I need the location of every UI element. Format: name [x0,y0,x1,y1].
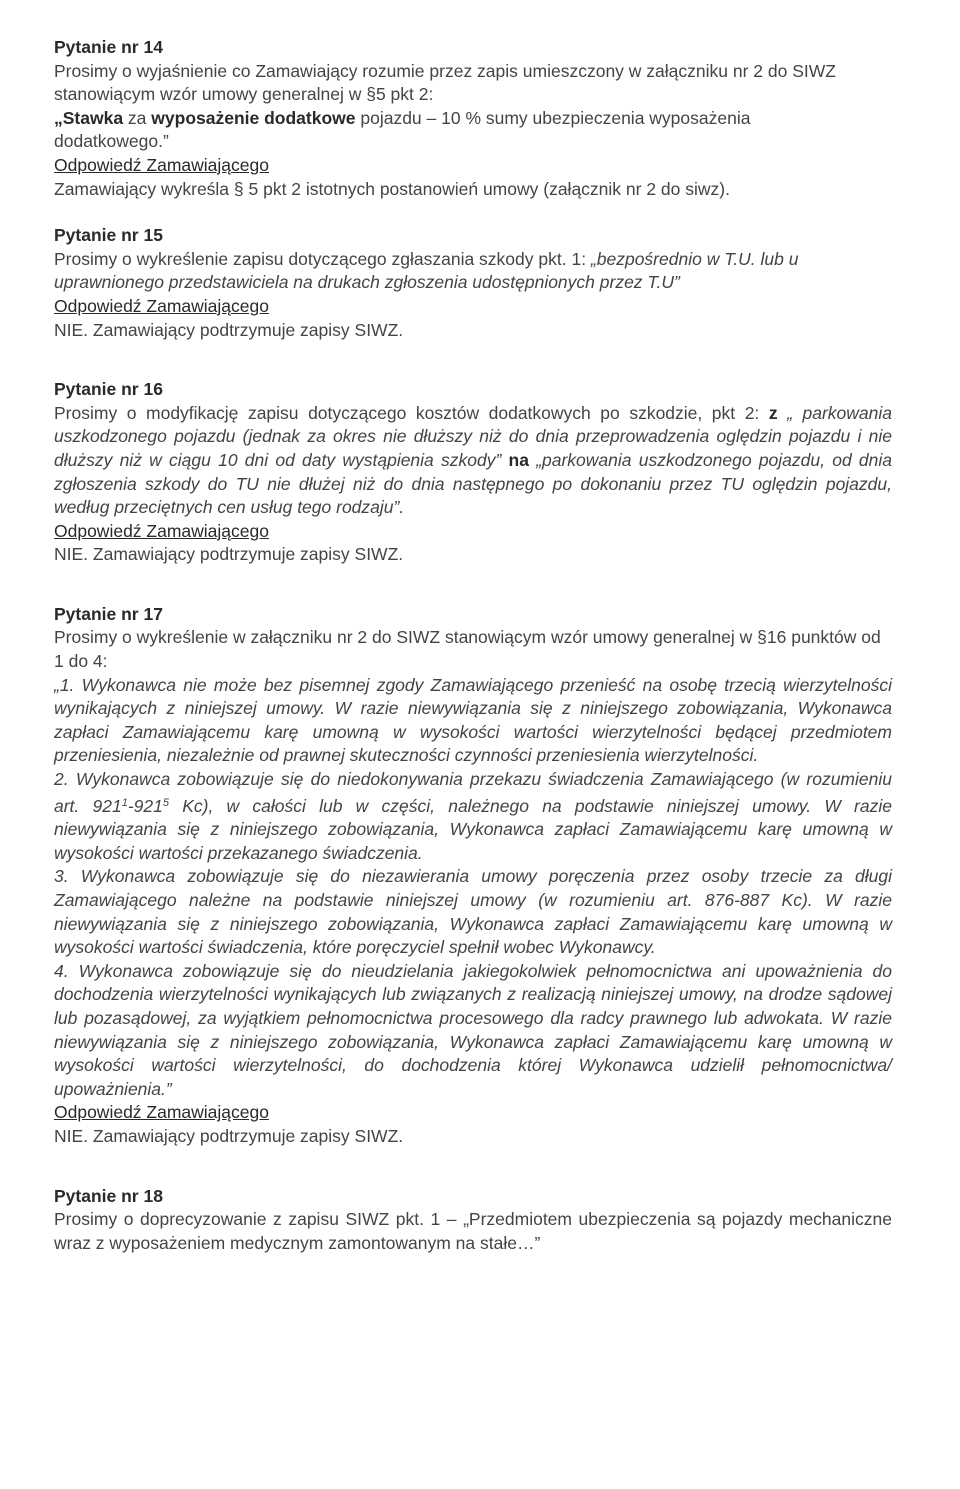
quote-part: za [123,107,152,128]
question-text-line: dodatkowego.” [54,131,169,152]
document-page [54,36,892,1255]
answer-text: Zamawiający wykreśla § 5 pkt 2 istotnych postanowień umowy (załącznik nr 2 do siwz). [54,178,730,199]
answer-text: NIE. Zamawiający podtrzymuje zapisy SIWZ. [54,1125,404,1146]
question-title: Pytanie nr 18 [54,1185,163,1206]
question-title: Pytanie nr 16 [54,379,163,400]
question-text-line [54,248,892,272]
question-text: Prosimy o wykreślenie w załączniku nr 2 do SIWZ stanowiącym wzór umowy generalnej w §16 punktów od 1 do 4: [54,627,881,672]
quoted-item-1: „1. Wykonawca nie może bez pisemnej zgody Zamawiającego przenieść na osobę trzecią wierzytelności wynikających z niniejszej umowy. W razie niewywiązania się z niniejszego zobowiązania, Wykonawca zapłaci Zamawiającemu karę umowną w wysokości wartości wierzytelności będącej przedmiotem przeniesienia, niezależnie od prawnej skuteczności czynności przeniesienia wierzytelności. [54,674,892,766]
quoted-item-2: 2. Wykonawca zobowiązuje się do niedokonywania przekazu świadczenia Zamawiającego (w rozumieniu art. $921^1-921^5$ Kc), w całości lub w części, należnego na podstawie niniejszej umowy. W razie niewywiązania się z niniejszego zobowiązania, Wykonawca zapłaci Zamawiającemu karę umowną w wysokości wartości przekazanego świadczenia. [54,769,892,863]
question-title: Pytanie nr 17 [54,603,163,624]
quoted-clause: „parkowania uszkodzonego pojazdu, od dnia zgłoszenia szkody do TU nie dłużej niż do dnia następnego po dokonaniu przez TU oględzin pojazdu, według przeciętnych cen usług tego rodzaju”. [54,449,892,518]
question-title: Pytanie nr 14 [54,37,163,57]
question-text-line: stanowiącym wzór umowy generalnej w §5 pkt 2: [54,84,434,105]
question-text: Prosimy o modyfikację zapisu dotyczącego kosztów dodatkowych po szkodzie, pkt 2: [54,402,769,423]
quoted-item-4: 4. Wykonawca zobowiązuje się do nieudzielania jakiegokolwiek pełnomocnictwa ani upoważnienia do dochodzenia wierzytelności wynikających lub związanych z realizacją niniejszej umowy, na drodze sądowej lub pozasądowej, za wyjątkiem pełnomocnictwa procesowego dla radcy prawnego lub adwokata. W razie niewywiązania się z niniejszego zobowiązania, Wykonawca zapłaci Zamawiającemu karę umowną w wysokości wartości wierzytelności, do dochodzenia której Wykonawca udzielił pełnomocnictwa/ upoważnienia.” [54,960,892,1099]
quoted-clause: „bezpośrednio w T.U. lub u [590,248,799,269]
quoted-clause: uprawnionego przedstawiciela na drukach zgłoszenia udostępnionych przez T.U” [54,272,680,293]
quote-start: „Stawka [54,107,124,128]
quote-bold: wyposażenie dodatkowe [151,107,356,128]
question-15 [54,224,892,342]
question-18 [54,1185,892,1256]
question-text: Prosimy o doprecyzowanie z zapisu SIWZ pkt. 1 – „Przedmiotem ubezpieczenia są pojazdy mechaniczne wraz z wyposażeniem medycznym zamontowanym na stałe…” [54,1209,892,1253]
bold-word: z [768,402,778,423]
bold-word: na [501,449,537,470]
answer-label: Odpowiedź Zamawiającego [54,295,269,316]
question-paragraph [54,402,892,520]
question-14 [54,36,892,201]
question-text: Prosimy o wykreślenie zapisu dotyczącego zgłaszania szkody pkt. 1: [54,248,591,269]
answer-label: Odpowiedź Zamawiającego [54,1102,269,1123]
question-title: Pytanie nr 15 [54,225,163,246]
quoted-clause: „ parkowania uszkodzonego pojazdu (jednak za okres nie dłuższy niż do dnia przeprowadzenia oględzin pojazdu i nie dłuższy niż w ciągu 10 dni od daty wystąpienia szkody” [54,402,892,470]
quoted-clause [54,107,892,131]
quoted-item-3: 3. Wykonawca zobowiązuje się do niezawierania umowy poręczenia przez osoby trzecie za długi Zamawiającego należne na podstawie niniejszej umowy (w rozumieniu art. 876-887 Kc). W razie niewywiązania się z niniejszego zobowiązania, Wykonawca zapłaci Zamawiającemu karę umowną w wysokości wartości świadczenia, które poręczyciel spełnił wobec Wykonawcy. [54,866,892,958]
answer-label: Odpowiedź Zamawiającego [54,154,269,175]
answer-text: NIE. Zamawiający podtrzymuje zapisy SIWZ. [54,544,404,565]
answer-label: Odpowiedź Zamawiającego [54,520,269,541]
question-text-line: Prosimy o wyjaśnienie co Zamawiający rozumie przez zapis umieszczony w załączniku nr 2 do SIWZ [54,60,836,81]
answer-text: NIE. Zamawiający podtrzymuje zapisy SIWZ. [54,319,404,340]
question-17 [54,603,892,1149]
quote-part: pojazdu – 10 % sumy ubezpieczenia wyposażenia [355,107,751,128]
question-16 [54,378,892,567]
